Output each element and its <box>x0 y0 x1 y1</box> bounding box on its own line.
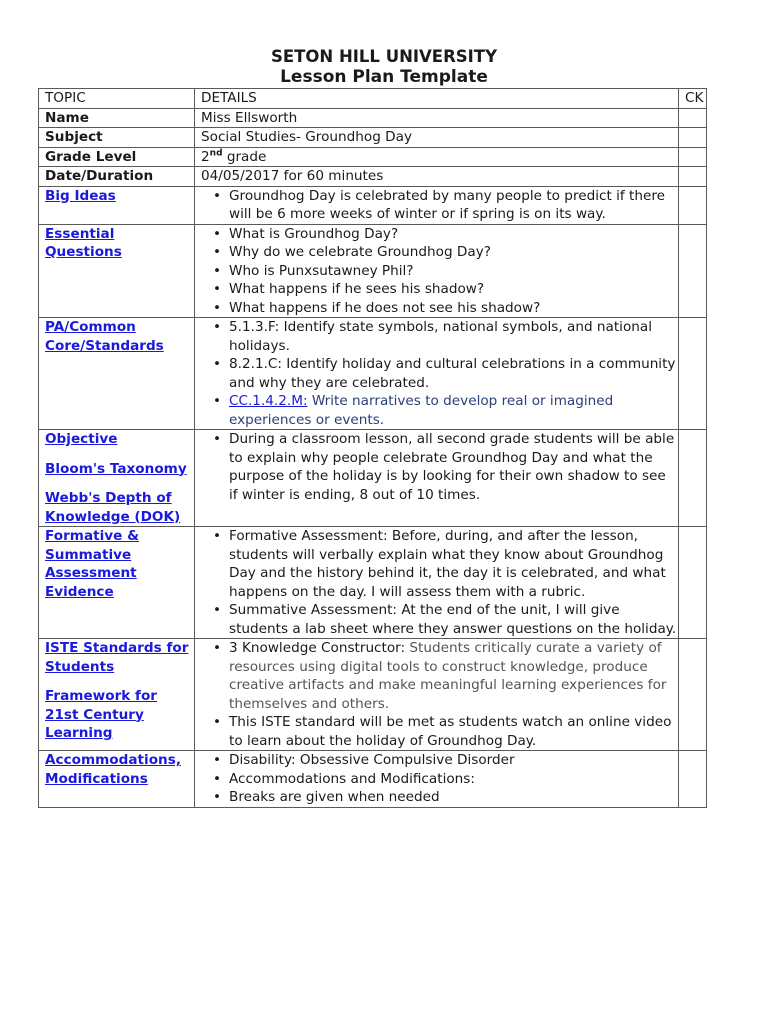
objective-row <box>39 430 707 527</box>
subject-value: Social Studies- Groundhog Day <box>195 128 679 148</box>
ck-cell <box>679 430 707 527</box>
webbs-dok-link[interactable]: Webb's Depth of Knowledge (DOK) <box>45 490 181 525</box>
name-row <box>39 108 707 128</box>
essential-questions-row <box>39 224 707 318</box>
subject-label: Subject <box>39 128 195 148</box>
essential-questions-link[interactable]: Essential Questions <box>45 225 122 260</box>
list-item: • 8.2.1.C: Identify holiday and cultural celebrations in a community and why they are celebrated. <box>201 355 678 392</box>
ck-header: CK <box>679 89 707 109</box>
university-title: SETON HILL UNIVERSITY <box>270 47 498 66</box>
grade-value <box>195 147 679 167</box>
date-label: Date/Duration <box>39 167 195 187</box>
accommodations-row <box>39 751 707 808</box>
date-row <box>39 167 707 187</box>
name-label: Name <box>39 108 195 128</box>
list-item: • Disability: Obsessive Compulsive Disorder <box>201 751 678 770</box>
knowledge-constructor-text: Students critically curate a variety of resources using digital tools to construct knowledge, produce creative artifacts and make meaningful learning experiences for themselves and others. <box>229 640 667 712</box>
grade-label: Grade Level <box>39 147 195 167</box>
list-item: • Who is Punxsutawney Phil? <box>201 262 678 281</box>
knowledge-constructor-lead: 3 Knowledge Constructor: <box>229 640 406 656</box>
topic-header: TOPIC <box>39 89 195 109</box>
ck-cell <box>679 639 707 751</box>
accommodations-link[interactable]: Accommodations, Modifications <box>45 752 181 787</box>
ck-cell <box>679 751 707 808</box>
subject-row <box>39 128 707 148</box>
big-ideas-link[interactable]: Big Ideas <box>45 187 116 204</box>
list-item <box>201 392 678 429</box>
grade-rest: grade <box>222 148 267 165</box>
ck-cell <box>679 186 707 224</box>
list-item: • Breaks are given when needed <box>201 788 678 807</box>
assessment-link[interactable]: Formative & Summative Assessment Evidence <box>45 528 139 600</box>
grade-row <box>39 147 707 167</box>
template-title: Lesson Plan Template <box>280 67 488 87</box>
assessment-row <box>39 527 707 639</box>
iste-row <box>39 639 707 751</box>
details-header: DETAILS <box>195 89 679 109</box>
grade-suffix: nd <box>209 147 223 158</box>
list-item: • Why do we celebrate Groundhog Day? <box>201 243 678 262</box>
list-item: • Accommodations and Modifications: <box>201 770 678 789</box>
list-item: • Formative Assessment: Before, during, and after the lesson, students will verbally explain what they know about Groundhog Day and the history behind it, the day it is celebrated, and what happens on the day. I will assess them with a rubric. <box>201 527 678 601</box>
ck-cell <box>679 128 707 148</box>
header-row <box>39 89 707 109</box>
framework-21st-century-link[interactable]: Framework for 21st Century Learning <box>45 688 158 741</box>
list-item: • What is Groundhog Day? <box>201 225 678 244</box>
list-item: • What happens if he does not see his shadow? <box>201 299 678 318</box>
list-item: • This ISTE standard will be met as students watch an online video to learn about the holiday of Groundhog Day. <box>201 713 678 750</box>
ck-cell <box>679 224 707 318</box>
cc-standard-text: Write narratives to develop real or imagined experiences or events. <box>229 393 614 428</box>
name-value: Miss Ellsworth <box>195 108 679 128</box>
ck-cell <box>679 147 707 167</box>
standards-row <box>39 318 707 430</box>
ck-cell <box>679 318 707 430</box>
list-item: • Groundhog Day is celebrated by many people to predict if there will be 6 more weeks of winter or if spring is on its way. <box>201 187 678 224</box>
big-ideas-row <box>39 186 707 224</box>
ck-cell <box>679 167 707 187</box>
list-item: • Summative Assessment: At the end of the unit, I will give students a lab sheet where they answer questions on the holiday. <box>201 601 678 638</box>
grade-number: 2 <box>201 148 210 165</box>
standards-link[interactable]: PA/Common Core/Standards <box>45 319 164 354</box>
cc-standard-link[interactable]: CC.1.4.2.M: <box>229 393 308 409</box>
date-value: 04/05/2017 for 60 minutes <box>195 167 679 187</box>
list-item: • 5.1.3.F: Identify state symbols, national symbols, and national holidays. <box>201 318 678 355</box>
blooms-taxonomy-link[interactable]: Bloom's Taxonomy <box>45 460 187 477</box>
ck-cell <box>679 527 707 639</box>
iste-standards-link[interactable]: ISTE Standards for Students <box>45 640 189 675</box>
list-item: • What happens if he sees his shadow? <box>201 280 678 299</box>
lesson-plan-table <box>38 88 707 808</box>
list-item <box>201 639 678 713</box>
ck-cell <box>679 108 707 128</box>
list-item: • During a classroom lesson, all second grade students will be able to explain why people celebrate Groundhog Day and what the purpose of the holiday is by looking for their own shadow to see if winter is ending, 8 out of 10 times. <box>201 430 678 504</box>
objective-link[interactable]: Objective <box>45 431 118 447</box>
